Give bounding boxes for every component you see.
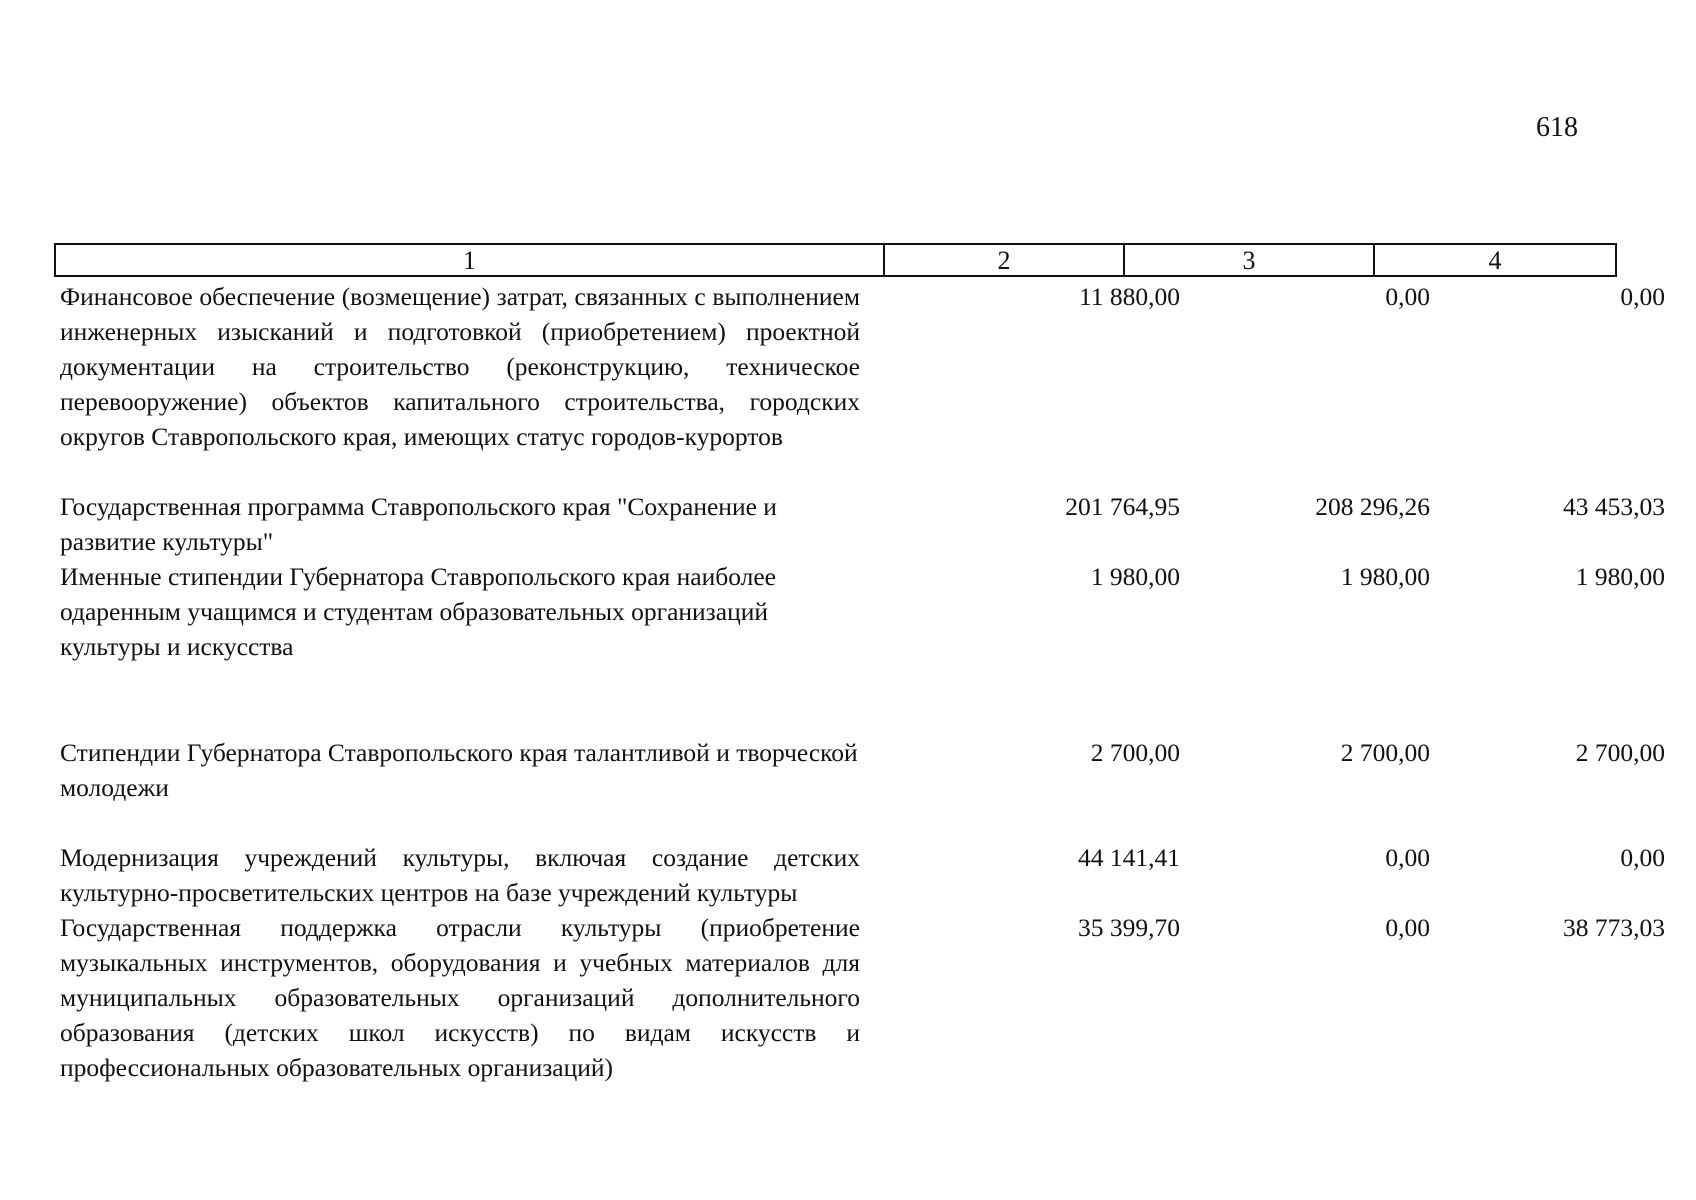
row-value-col2: 11 880,00 [1078,282,1180,311]
column-header-4: 4 [1488,246,1502,275]
row-value-col2: 2 700,00 [1090,738,1180,767]
row-value-col4: 43 453,03 [1563,492,1665,521]
row-value-col2: 1 980,00 [1090,562,1180,591]
table-header [54,243,1617,277]
column-header-2: 2 [885,245,1125,275]
row-value-col2: 44 141,41 [1078,843,1180,872]
row-description: Государственная программа Ставропольского края "Сохранение и развитие культуры" [60,492,777,556]
row-value-col3: 1 980,00 [1340,562,1430,591]
row-value-col2: 201 764,95 [1065,492,1180,521]
row-description: Стипендии Губернатора Ставропольского края талантливой и творческой молодежи [60,738,858,802]
column-header-1: 1 [56,245,885,275]
row-value-col4: 0,00 [1620,843,1665,872]
row-value-col3: 2 700,00 [1340,738,1430,767]
row-value-col4: 1 980,00 [1575,562,1665,591]
row-description: Финансовое обеспечение (возмещение) затрат, связанных с выполнением инженерных изысканий и подготовкой (приобретением) проектной документации на строительство (реконструкцию, техническое перевооружение) объектов капитального строительства, городских округов Ставропольского края, имеющих статус городов-курортов [60,282,860,451]
row-value-col3: 0,00 [1385,913,1430,942]
column-header-3: 3 [1125,245,1375,275]
row-description: Модернизация учреждений культуры, включая создание детских культурно-просветительских центров на базе учреждений культуры [60,843,860,907]
row-value-col2: 35 399,70 [1078,913,1180,942]
row-value-col3: 0,00 [1385,843,1430,872]
row-value-col4: 38 773,03 [1563,913,1665,942]
row-value-col4: 2 700,00 [1575,738,1665,767]
row-value-col4: 0,00 [1620,282,1665,311]
row-value-col3: 0,00 [1385,282,1430,311]
row-description: Государственная поддержка отрасли культуры (приобретение музыкальных инструментов, оборудования и учебных материалов для муниципальных образовательных организаций дополнительного образования (детских школ искусств) по видам искусств и профессиональных образовательных организаций) [60,913,860,1082]
page-number: 618 [1536,112,1578,143]
row-description: Именные стипендии Губернатора Ставропольского края наиболее одаренным учащимся и студентам образовательных организаций культуры и искусства [60,562,776,661]
row-value-col3: 208 296,26 [1315,492,1430,521]
